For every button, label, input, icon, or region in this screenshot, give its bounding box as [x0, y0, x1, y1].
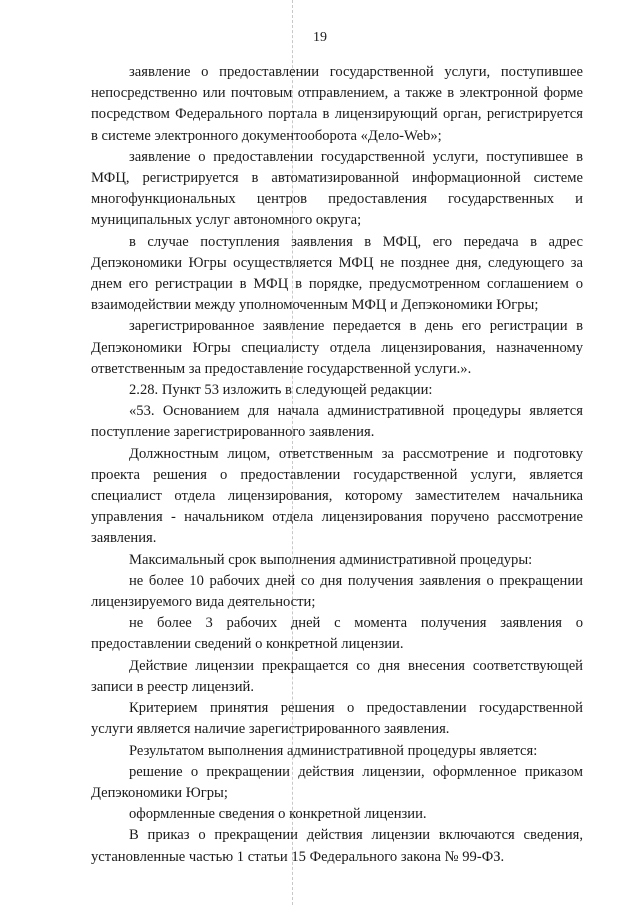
paragraph-order-contents: В приказ о прекращении действия лицензии включаются сведения, установленные частью 1 статьи 15 Федерального закона № 99-ФЗ.	[91, 827, 583, 865]
paragraph-delo-web-registration: заявление о предоставлении государственной услуги, поступившее непосредственно или почтовым отправлением, а также в электронной форме посредством Федерального портала в лицензирующий орган, регистрируется в системе электронного документооборота «Дело-Web»;	[91, 64, 583, 144]
paragraph-term-10-days: не более 10 рабочих дней со дня получения заявления о прекращении лицензируемого вида деятельности;	[91, 572, 583, 611]
paragraph-max-term: Максимальный срок выполнения административной процедуры:	[129, 551, 533, 568]
paragraph-termination-order: решение о прекращении действия лицензии, оформленное приказом Депэкономики Югры;	[91, 763, 583, 801]
page-number: 19	[313, 30, 327, 45]
paragraph-decision-criterion: Критерием принятия решения о предоставлении государственной услуги является наличие зарегистрированного заявления.	[91, 700, 583, 738]
paragraph-registered-application-transfer: зарегистрированное заявление передается в день его регистрации в Депэкономики Югры специалисту отдела лицензирования, назначенному ответственным за предоставление государственной услуги.».	[91, 318, 583, 377]
paragraph-term-3-days: не более 3 рабочих дней с момента получения заявления о предоставлении сведений о конкретной лицензии.	[91, 615, 583, 653]
paragraph-clause-2-28: 2.28. Пункт 53 изложить в следующей редакции:	[129, 382, 433, 399]
paragraph-clause-53-basis: «53. Основанием для начала административной процедуры является поступление зарегистрированного заявления.	[91, 403, 583, 441]
document-body	[91, 62, 583, 868]
paragraph-procedure-result: Результатом выполнения административной процедуры является:	[129, 742, 538, 759]
paragraph-license-info: оформленные сведения о конкретной лицензии.	[129, 806, 427, 823]
paragraph-mfc-transfer: в случае поступления заявления в МФЦ, его передача в адрес Депэкономики Югры осуществляется МФЦ не позднее дня, следующего за днем его регистрации в МФЦ в порядке, предусмотренном соглашением о взаимодействии между уполномоченным МФЦ и Депэкономики Югры;	[91, 233, 583, 314]
paragraph-responsible-official: Должностным лицом, ответственным за рассмотрение и подготовку проекта решения о предоставлении государственной услуги, является специалист отдела лицензирования, которому заместителем начальника управления - начальником отдела лицензирования поручено рассмотрение заявления.	[91, 445, 583, 547]
paragraph-mfc-registration: заявление о предоставлении государственной услуги, поступившее в МФЦ, регистрируется в автоматизированной информационной системе многофункциональных центров предоставления государственных и муниципальных услуг автономного округа;	[91, 148, 583, 229]
paragraph-license-termination: Действие лицензии прекращается со дня внесения соответствующей записи в реестр лицензий.	[91, 657, 583, 695]
